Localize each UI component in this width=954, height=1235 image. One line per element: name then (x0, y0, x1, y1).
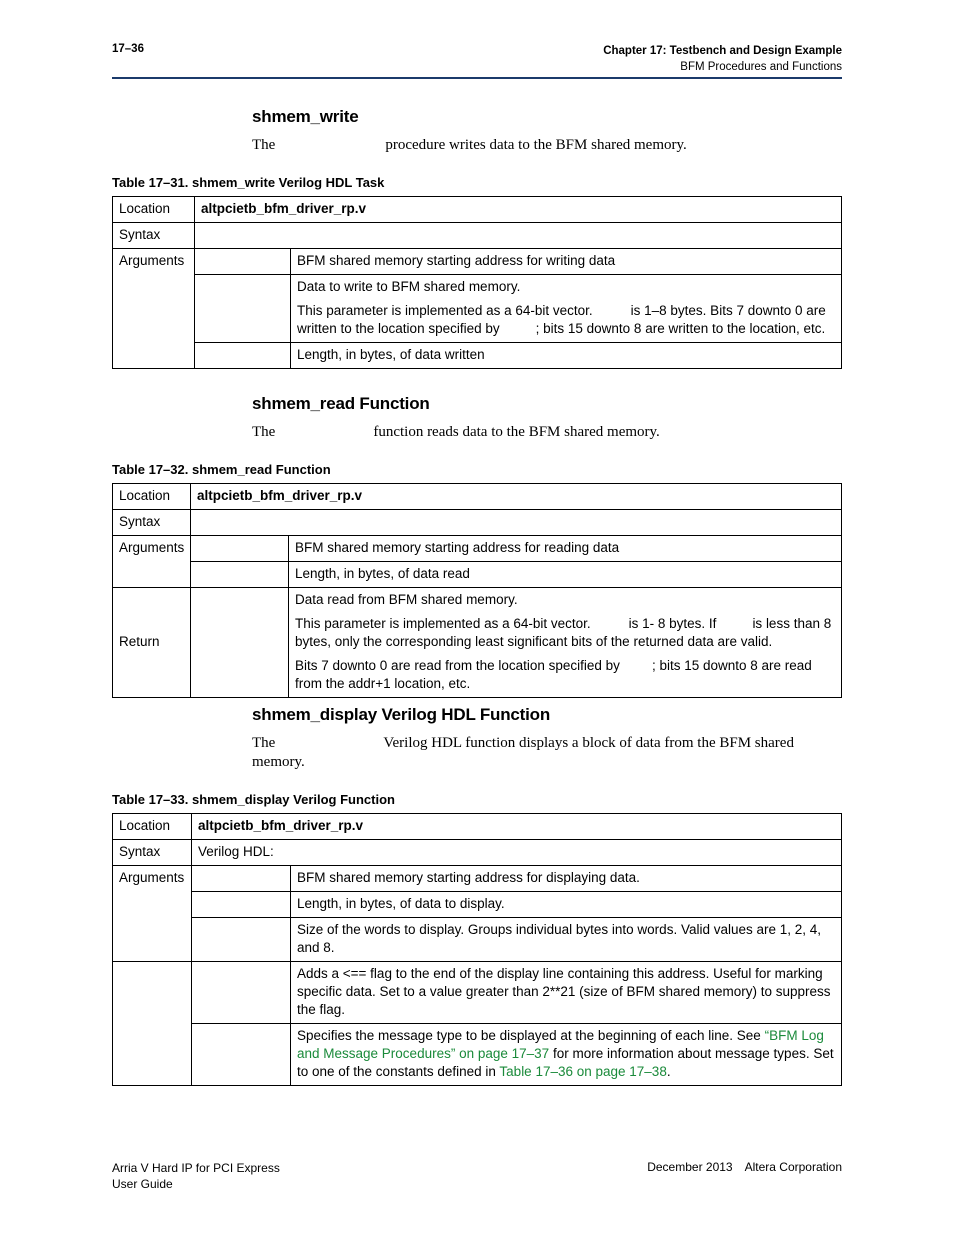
arg-desc: Length, in bytes, of data read (289, 562, 842, 588)
shmem-write-table (112, 196, 842, 369)
arg-desc (291, 275, 842, 343)
syntax-label: Syntax (113, 510, 191, 536)
arg-name (192, 892, 291, 918)
table-row (113, 275, 842, 343)
table-17-33-caption: Table 17–33. shmem_display Verilog Function (112, 792, 395, 807)
arg-desc (291, 1024, 842, 1086)
shmem-display-heading: shmem_display Verilog HDL Function (252, 705, 551, 724)
arg-name (192, 918, 291, 962)
location-value: altpcietb_bfm_driver_rp.v (191, 484, 842, 510)
shmem-write-intro (252, 136, 687, 155)
table-row (113, 892, 842, 918)
location-label: Location (113, 484, 191, 510)
syntax-label: Syntax (113, 840, 192, 866)
arg-desc: Adds a <== flag to the end of the display line containing this address. Useful for marking specific data. Set to a value greater than 2**21 (size of BFM shared memory) to suppress the flag. (291, 962, 842, 1024)
arg-name (195, 343, 291, 369)
intro-end: function reads data to the BFM shared memory. (373, 424, 660, 440)
table-17-36-link[interactable]: Table 17–36 on page 17–38 (499, 1064, 667, 1079)
intro-end: Verilog HDL function displays a block of data from the BFM shared memory. (252, 735, 794, 770)
page-number: 17–36 (112, 43, 144, 55)
table-row (113, 484, 842, 510)
intro-start: The (252, 735, 276, 751)
table-row (113, 918, 842, 962)
text-fragment: ; bits 15 downto 8 are read from the addr+1 location, etc. (295, 658, 812, 691)
intro-start: The (252, 137, 276, 153)
table-row (113, 840, 842, 866)
text-fragment: location, etc. (749, 321, 826, 336)
section-title: BFM Procedures and Functions (680, 61, 842, 73)
text-fragment: Bits 7 downto 0 are read from the location specified by (295, 658, 620, 673)
arg-desc: Length, in bytes, of data written (291, 343, 842, 369)
table-row (113, 343, 842, 369)
shmem-read-intro (252, 423, 660, 442)
arg-name (191, 562, 289, 588)
syntax-value (195, 223, 842, 249)
shmem-write-heading: shmem_write (252, 107, 359, 126)
shmem-display-intro (252, 734, 812, 772)
text-fragment: ; bits 15 downto 8 are written to the (535, 321, 746, 336)
syntax-value (191, 510, 842, 536)
blank-label (113, 962, 192, 1086)
arguments-label: Arguments (113, 536, 191, 588)
intro-end: procedure writes data to the BFM shared memory. (385, 137, 687, 153)
running-header (603, 43, 842, 75)
syntax-label: Syntax (113, 223, 195, 249)
arg-desc-line: Data to write to BFM shared memory. (297, 279, 521, 294)
table-row (113, 536, 842, 562)
arguments-label: Arguments (113, 866, 192, 962)
text-fragment: is less than 8 bytes, only the corresponding least significant bits of the returned data are valid. (295, 616, 832, 649)
table-row (113, 866, 842, 892)
location-label: Location (113, 197, 195, 223)
return-desc (289, 588, 842, 698)
arg-name (191, 536, 289, 562)
header-rule (112, 77, 842, 79)
doc-type: User Guide (112, 1177, 173, 1191)
table-row (113, 562, 842, 588)
arg-name (192, 1024, 291, 1086)
text-fragment: for more information about message types. Set to one of the constants defined in (297, 1046, 834, 1079)
text-fragment: This parameter is implemented as a 64-bit vector. (295, 616, 591, 631)
arg-name (192, 866, 291, 892)
arg-desc: BFM shared memory starting address for reading data (289, 536, 842, 562)
text-fragment: Specifies the message type to be displayed at the beginning of each line. See (297, 1028, 761, 1043)
table-row (113, 962, 842, 1024)
arg-desc-para (297, 302, 835, 338)
arg-desc: BFM shared memory starting address for displaying data. (291, 866, 842, 892)
text-fragment: is 1–8 bytes. Bits 7 downto 0 are written to the location specified by (297, 303, 826, 336)
table-row (113, 223, 842, 249)
shmem-read-table (112, 483, 842, 698)
arg-desc: Size of the words to display. Groups individual bytes into words. Valid values are 1, 2, 4, and 8. (291, 918, 842, 962)
footer-product (112, 1160, 280, 1192)
arg-desc: BFM shared memory starting address for writing data (291, 249, 842, 275)
arguments-label: Arguments (113, 249, 195, 369)
return-name (191, 588, 289, 698)
table-row (113, 510, 842, 536)
footer-company: Altera Corporation (744, 1160, 842, 1174)
syntax-value: Verilog HDL: (192, 840, 842, 866)
table-row (113, 197, 842, 223)
table-row (113, 1024, 842, 1086)
shmem-read-heading: shmem_read Function (252, 394, 430, 413)
footer-meta (647, 1160, 842, 1174)
arg-name (195, 275, 291, 343)
table-row (113, 249, 842, 275)
location-label: Location (113, 814, 192, 840)
return-desc-para (295, 657, 835, 693)
bfm-log-link[interactable]: “BFM Log and Message Procedures” on page 17–37 (297, 1028, 824, 1061)
arg-desc: Length, in bytes, of data to display. (291, 892, 842, 918)
table-row (113, 588, 842, 698)
arg-name (192, 962, 291, 1024)
return-label: Return (113, 588, 191, 698)
product-name: Arria V Hard IP for PCI Express (112, 1161, 280, 1175)
footer-date: December 2013 (647, 1160, 733, 1174)
intro-start: The (252, 424, 276, 440)
chapter-title: Chapter 17: Testbench and Design Example (603, 45, 842, 57)
table-17-31-caption: Table 17–31. shmem_write Verilog HDL Task (112, 175, 385, 190)
location-value: altpcietb_bfm_driver_rp.v (195, 197, 842, 223)
table-row (113, 814, 842, 840)
table-17-32-caption: Table 17–32. shmem_read Function (112, 462, 331, 477)
location-value: altpcietb_bfm_driver_rp.v (192, 814, 842, 840)
text-fragment: This parameter is implemented as a 64-bit vector. (297, 303, 593, 318)
text-fragment: . (666, 1064, 671, 1079)
text-fragment: is 1- 8 bytes. If (628, 616, 717, 631)
shmem-display-table (112, 813, 842, 1086)
return-desc-para (295, 615, 835, 651)
arg-name (195, 249, 291, 275)
return-desc-line: Data read from BFM shared memory. (295, 592, 518, 607)
